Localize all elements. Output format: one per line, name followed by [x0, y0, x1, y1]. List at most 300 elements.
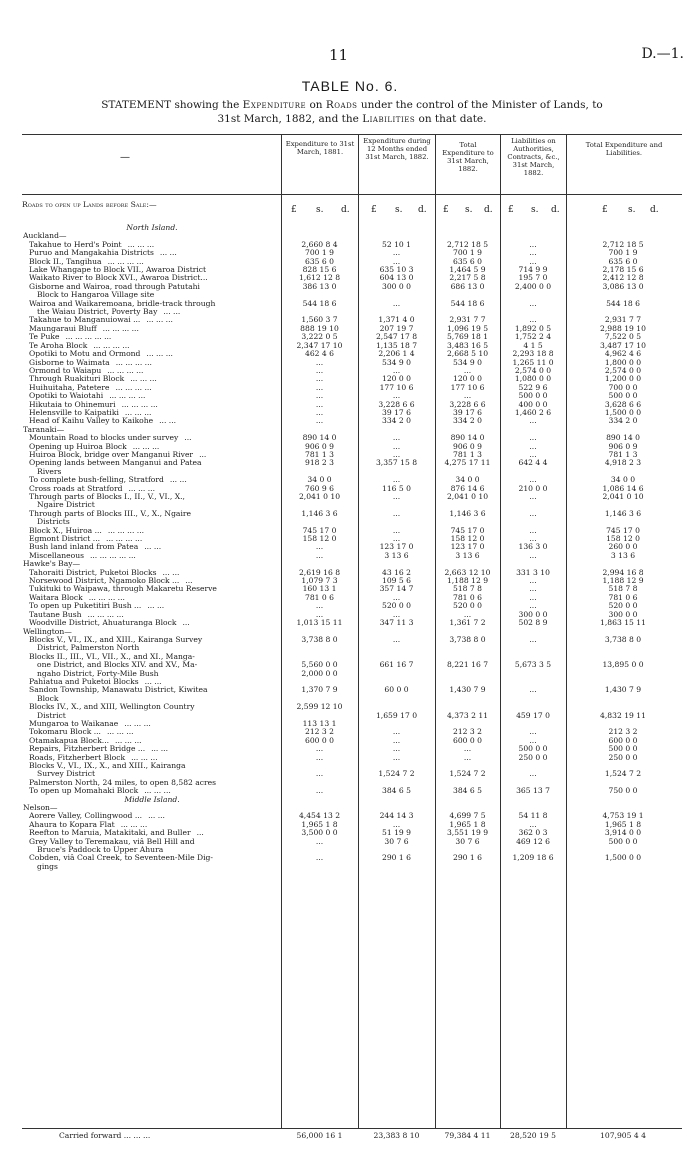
amount-cell: 4,832 19 11: [600, 711, 646, 720]
road-description: Survey District: [37, 770, 96, 779]
amount-cell: 4 1 5: [523, 341, 543, 350]
amount-cell: 781 1 3: [608, 450, 638, 459]
road-description: Waikato River to Block XVI., Awaroa District...: [29, 274, 208, 283]
amount-cell: 290 1 6: [453, 854, 482, 863]
table-row: [23, 485, 680, 493]
amount-cell: 2,041 0 10: [446, 493, 489, 501]
road-description: Hikutaia to Ohinemuri ... ... ... ...: [29, 400, 158, 409]
table-row: [23, 283, 680, 291]
amount-cell: 534 9 0: [453, 358, 482, 367]
amount-cell: ...: [315, 358, 324, 367]
road-description: Maungaraui Bluff ... ... ... ...: [29, 324, 139, 333]
amount-cell: 250 0 0: [518, 753, 548, 762]
amount-cell: 7,522 0 5: [604, 333, 642, 342]
amount-cell: 781 1 3: [453, 450, 482, 459]
amount-cell: 1,086 14 6: [602, 484, 644, 493]
amount-cell: 1,370 7 9: [301, 686, 338, 695]
amount-cell: 518 7 8: [453, 585, 482, 594]
amount-cell: 781 0 6: [453, 593, 482, 602]
table-row: [23, 846, 680, 854]
amount-cell: [566, 720, 680, 728]
table-row: [23, 224, 680, 232]
amount-cell: 745 17 0: [450, 526, 485, 535]
amount-cell: [281, 678, 358, 686]
amount-cell: 2,206 1 4: [378, 350, 415, 359]
table-row: [23, 401, 680, 409]
table-row: [23, 392, 680, 400]
amount-cell: ...: [529, 577, 537, 586]
amount-cell: 502 8 9: [518, 619, 548, 628]
amount-cell: [500, 644, 566, 652]
document-reference: D.—1.: [641, 46, 684, 62]
table-row: [23, 611, 680, 619]
amount-cell: 906 0 9: [305, 442, 334, 451]
road-description: Cobden, viâ Coal Creek, to Seventeen-Mile Dig-: [29, 854, 213, 863]
road-description: Blocks V., VI., IX., X., and XIII., Kairanga: [29, 762, 186, 770]
amount-cell: 3 13 6: [384, 551, 409, 560]
table-row: [23, 812, 680, 820]
amount-cell: [358, 720, 435, 728]
road-description: Sandon Township, Manawatu District, Kiwitea: [29, 686, 208, 695]
footer-rule: [22, 1128, 682, 1129]
amount-cell: 331 3 10: [516, 568, 550, 577]
amount-cell: [566, 762, 680, 770]
amount-cell: ...: [392, 476, 401, 485]
amount-cell: 1,800 0 0: [604, 358, 642, 367]
amount-cell: [435, 653, 500, 661]
road-description: Districts: [37, 518, 70, 527]
road-description: Blocks V., VI., IX., and XIII., Kairanga Survey: [29, 635, 203, 644]
amount-cell: 1,209 18 6: [512, 854, 554, 863]
amount-cell: 30 7 6: [455, 837, 480, 846]
table-row: [23, 712, 680, 720]
amount-cell: 760 9 6: [305, 484, 334, 493]
amount-cell: ...: [529, 493, 537, 501]
amount-cell: [358, 703, 435, 711]
amount-cell: ...: [392, 593, 401, 602]
amount-cell: [500, 653, 566, 661]
table-row: [23, 375, 680, 383]
road-description: Reefton to Maruia, Matakitaki, and Buller ...: [29, 829, 204, 838]
amount-cell: ...: [529, 434, 537, 443]
amount-cell: 500 0 0: [608, 837, 638, 846]
amount-cell: 1,080 0 0: [514, 375, 552, 384]
amount-cell: ...: [392, 366, 401, 375]
amount-cell: [358, 653, 435, 661]
amount-cell: 116 5 0: [382, 484, 411, 493]
amount-cell: 250 0 0: [608, 753, 638, 762]
amount-cell: 2,217 5 8: [449, 274, 486, 283]
table-row: [23, 291, 680, 299]
amount-cell: ...: [529, 686, 537, 695]
road-description: Gisborne to Waimata ... ... ... ...: [29, 358, 152, 367]
amount-cell: 120 0 0: [382, 375, 411, 384]
amount-cell: 334 2 0: [453, 417, 482, 426]
table-row: [23, 770, 680, 778]
amount-cell: 244 14 3: [379, 812, 414, 821]
table-row: [23, 342, 680, 350]
amount-cell: 2,178 15 6: [602, 266, 644, 275]
table-row: [23, 737, 680, 745]
amount-cell: [281, 846, 358, 854]
amount-cell: [435, 308, 500, 316]
amount-cell: 13,895 0 0: [602, 661, 644, 670]
table-row: [23, 619, 680, 627]
road-description: To open up Puketitiri Bush ... ... ...: [29, 602, 165, 611]
amount-cell: 1,146 3 6: [604, 509, 642, 518]
amount-cell: 2,619 16 8: [298, 568, 341, 577]
table-row: [23, 527, 680, 535]
amount-cell: [566, 291, 680, 299]
table-row: [23, 787, 680, 795]
amount-cell: 136 3 0: [518, 543, 548, 552]
amount-cell: [281, 644, 358, 652]
amount-cell: 745 17 0: [606, 526, 640, 535]
road-description: Gisborne and Wairoa, road through Patutahi: [29, 282, 200, 291]
amount-cell: [358, 695, 435, 703]
amount-cell: 781 0 6: [608, 593, 638, 602]
amount-cell: 158 12 0: [606, 535, 640, 544]
amount-cell: 1,965 1 8: [301, 820, 338, 829]
amount-cell: [500, 703, 566, 711]
table-title: TABLE No. 6.: [301, 78, 399, 94]
amount-cell: 1,200 0 0: [604, 375, 642, 384]
amount-cell: [435, 518, 500, 526]
amount-cell: ...: [392, 820, 401, 829]
road-description: Block II., Tangihua ... ... ... ...: [29, 257, 144, 266]
district-group-label: Taranaki—: [23, 425, 65, 434]
amount-cell: ...: [529, 728, 537, 737]
amount-cell: 2,293 18 8: [512, 350, 554, 359]
amount-cell: 177 10 6: [379, 383, 414, 392]
amount-cell: 4,699 7 5: [449, 812, 486, 821]
amount-cell: 459 17 0: [516, 711, 550, 720]
road-description: Blocks II., III., VI., VII., X., and XI., Manga-: [29, 652, 195, 661]
amount-cell: 890 14 0: [606, 434, 640, 443]
road-description: Ngaire District: [37, 501, 95, 510]
amount-cell: ...: [529, 585, 537, 594]
amount-cell: 1,464 5 9: [449, 266, 486, 275]
amount-cell: 4,753 19 1: [602, 812, 644, 821]
amount-cell: ...: [392, 610, 401, 619]
road-description: Bush land inland from Patea ... ...: [29, 543, 162, 552]
amount-cell: [566, 468, 680, 476]
amount-cell: 1,965 1 8: [604, 820, 642, 829]
amount-cell: ...: [392, 526, 401, 535]
amount-cell: [566, 863, 680, 871]
amount-cell: ...: [463, 745, 472, 754]
amount-cell: 2,988 19 10: [600, 324, 646, 333]
table-row: [23, 241, 680, 249]
amount-cell: 1,188 12 9: [602, 577, 644, 586]
amount-cell: 544 18 6: [606, 299, 640, 308]
table-row: [23, 476, 680, 484]
amount-cell: ...: [392, 745, 401, 754]
road-description: Huiroa Block, bridge over Manganui River ...: [29, 450, 207, 459]
column-header-liabilities: Liabilities on Authorities, Contracts, &c., 31st March, 1882.: [507, 137, 560, 177]
road-description: To complete bush-felling, Stratford ... ...: [29, 476, 187, 485]
table-row: [23, 829, 680, 837]
table-row: [23, 266, 680, 274]
amount-cell: 3,551 19 9: [446, 829, 489, 838]
amount-cell: 534 9 0: [382, 358, 411, 367]
table-row: [23, 854, 680, 862]
amount-cell: 876 14 6: [450, 484, 485, 493]
table-row: [23, 653, 680, 661]
road-description: Te Aroha Block ... ... ... ...: [29, 341, 130, 350]
amount-cell: ...: [529, 820, 537, 829]
amount-cell: 1,500 0 0: [604, 408, 642, 417]
road-description: Palmerston North, 24 miles, to open 8,582 acres: [29, 778, 217, 787]
table-row: [23, 493, 680, 501]
district-group-label: Wellington—: [23, 627, 72, 636]
amount-cell: 52 10 1: [382, 240, 411, 249]
amount-cell: 3,628 6 6: [604, 400, 642, 409]
amount-cell: 109 5 6: [382, 577, 411, 586]
table-row: [23, 585, 680, 593]
amount-cell: 700 0 0: [608, 383, 638, 392]
amount-cell: [566, 846, 680, 854]
amount-cell: [281, 695, 358, 703]
amount-cell: 1,135 18 7: [375, 341, 418, 350]
amount-cell: [281, 779, 358, 787]
amount-cell: 39 17 6: [453, 408, 482, 417]
amount-cell: 906 0 9: [608, 442, 638, 451]
carried-forward-value: 56,000 16 1: [296, 1132, 343, 1140]
table-row: [23, 779, 680, 787]
table-row: [23, 863, 680, 871]
table-row: [23, 232, 680, 240]
table-row: [23, 796, 680, 804]
amount-cell: 2,712 18 5: [602, 240, 644, 249]
amount-cell: 520 0 0: [453, 602, 482, 611]
road-description: Puruo and Mangakahia Districts ... ...: [29, 249, 177, 258]
amount-cell: [435, 703, 500, 711]
amount-cell: 635 6 0: [608, 257, 638, 266]
amount-cell: [500, 720, 566, 728]
amount-cell: 300 0 0: [382, 282, 411, 291]
amount-cell: 635 6 0: [453, 257, 482, 266]
amount-cell: 400 0 0: [518, 400, 548, 409]
amount-cell: 260 0 0: [608, 543, 638, 552]
table-row: [23, 300, 680, 308]
amount-cell: 2,599 12 10: [296, 703, 343, 712]
table-row: [23, 560, 680, 568]
amount-cell: ...: [315, 787, 324, 796]
amount-cell: 500 0 0: [608, 745, 638, 754]
table-row: [23, 728, 680, 736]
road-description: Head of Kaihu Valley to Kaikohe ... ...: [29, 417, 177, 426]
amount-cell: ...: [315, 408, 324, 417]
amount-cell: [281, 518, 358, 526]
road-description: Block to Hangaroa Village site: [37, 291, 155, 300]
amount-cell: 661 16 7: [379, 661, 414, 670]
amount-cell: 1,460 2 6: [514, 408, 552, 417]
amount-cell: [566, 703, 680, 711]
amount-cell: 1,430 7 9: [449, 686, 486, 695]
amount-cell: 3,228 6 6: [449, 400, 486, 409]
region-subheading: Middle Island.: [124, 795, 180, 804]
table-row: [23, 535, 680, 543]
road-description: Tautane Bush ... ... ... ...: [29, 610, 124, 619]
table-row: [23, 821, 680, 829]
road-description: Opotiki to Motu and Ormond ... ... ...: [29, 350, 173, 359]
amount-cell: 2,663 12 10: [444, 568, 491, 577]
table-row: [23, 720, 680, 728]
amount-cell: 906 0 9: [453, 442, 482, 451]
amount-cell: [500, 779, 566, 787]
road-description: Lake Whangape to Block VII., Awaroa District: [29, 266, 207, 275]
table-row: [23, 569, 680, 577]
carried-forward-label: Carried forward ... ... ...: [59, 1132, 151, 1140]
amount-cell: [500, 670, 566, 678]
table-row: [23, 316, 680, 324]
amount-cell: [358, 670, 435, 678]
table-row: [23, 274, 680, 282]
header-bottom-rule: [22, 194, 682, 195]
amount-cell: [566, 501, 680, 509]
amount-cell: 500 0 0: [608, 392, 638, 401]
amount-cell: ...: [315, 854, 324, 863]
amount-cell: ...: [392, 493, 401, 501]
amount-cell: 635 6 0: [305, 257, 334, 266]
expenditure-table: [23, 224, 680, 871]
amount-cell: [500, 846, 566, 854]
road-description: Ahaura to Kopara Flat ... ... ...: [29, 820, 148, 829]
amount-cell: 120 0 0: [453, 375, 482, 384]
amount-cell: [566, 308, 680, 316]
amount-cell: 642 4 4: [518, 459, 548, 468]
amount-cell: 3,738 8 0: [604, 635, 642, 644]
amount-cell: 384 6 5: [453, 787, 482, 796]
table-row: [23, 249, 680, 257]
amount-cell: 8,221 16 7: [446, 661, 489, 670]
amount-cell: [281, 468, 358, 476]
road-description: Grey Valley to Teremakau, viâ Bell Hill and: [29, 837, 195, 846]
amount-cell: 600 0 0: [608, 736, 638, 745]
page-number: 11: [329, 46, 349, 64]
amount-cell: 1,500 0 0: [604, 854, 642, 863]
table-row: [23, 695, 680, 703]
road-description: District, Palmerston North: [37, 644, 140, 653]
road-description: Ormond to Waiapu ... ... ... ...: [29, 366, 144, 375]
table-row: [23, 308, 680, 316]
amount-cell: 357 14 7: [379, 585, 414, 594]
amount-cell: 158 12 0: [450, 535, 485, 544]
road-description: Through parts of Blocks III., V., X., Ngaire: [29, 509, 192, 518]
table-row: [23, 686, 680, 694]
amount-cell: ...: [315, 770, 324, 779]
road-description: Through parts of Blocks I., II., V., VI., X.,: [29, 493, 185, 501]
district-group-label: Hawke's Bay—: [23, 560, 81, 569]
road-description: Te Puke ... ... ... ... ...: [29, 333, 112, 342]
amount-cell: ...: [315, 417, 324, 426]
amount-cell: 500 0 0: [518, 745, 548, 754]
road-description: Waitara Block ... ... ... ...: [29, 593, 125, 602]
road-description: Takahue to Manganuiowai ... ... ... ...: [29, 316, 173, 325]
road-description: Bruce's Paddock to Upper Ahura: [37, 846, 164, 855]
amount-cell: ...: [392, 299, 401, 308]
amount-cell: ...: [392, 753, 401, 762]
amount-cell: 34 0 0: [455, 476, 480, 485]
amount-cell: 4,454 13 2: [298, 812, 341, 821]
amount-cell: 600 0 0: [305, 736, 334, 745]
amount-cell: [500, 863, 566, 871]
amount-cell: 700 1 9: [453, 249, 482, 258]
amount-cell: [281, 863, 358, 871]
amount-cell: 714 9 9: [518, 266, 548, 275]
amount-cell: 604 13 0: [379, 274, 414, 283]
table-row: [23, 359, 680, 367]
table-row: [23, 367, 680, 375]
amount-cell: 51 19 9: [382, 829, 411, 838]
amount-cell: 2,931 7 7: [449, 316, 486, 325]
amount-cell: 2,660 8 4: [301, 240, 338, 249]
amount-cell: 888 19 10: [300, 324, 339, 333]
amount-cell: [358, 863, 435, 871]
amount-cell: 5,673 3 5: [514, 661, 552, 670]
amount-cell: 4,918 2 3: [604, 459, 642, 468]
amount-cell: 2,994 16 8: [602, 568, 644, 577]
amount-cell: ...: [392, 509, 401, 518]
amount-cell: 1,079 7 3: [301, 577, 338, 586]
amount-cell: 3,738 8 0: [301, 635, 338, 644]
amount-cell: [500, 468, 566, 476]
amount-cell: ...: [315, 610, 324, 619]
description-column-header: —: [120, 152, 130, 163]
amount-cell: ...: [315, 753, 324, 762]
amount-cell: 3 13 6: [455, 551, 480, 560]
table-row: [23, 577, 680, 585]
road-description: Opening up Huiroa Block ... ... ...: [29, 442, 160, 451]
amount-cell: 518 7 8: [608, 585, 638, 594]
table-row: [23, 678, 680, 686]
amount-cell: 2,574 0 0: [514, 366, 552, 375]
amount-cell: 347 11 3: [379, 619, 414, 628]
amount-cell: 113 13 1: [302, 719, 337, 728]
section-heading: Roads to open up Lands before Sale:—: [22, 200, 157, 209]
amount-cell: [500, 308, 566, 316]
amount-cell: 1,430 7 9: [604, 686, 642, 695]
amount-cell: 1,096 19 5: [446, 324, 489, 333]
statement-caption: STATEMENT showing the Expenditure on Roads under the control of the Minister of Lands, to 31st March, 1882, and the Liabilities on that date.: [101, 99, 603, 125]
road-description: Otamakapua Block... ... ... ...: [29, 736, 142, 745]
amount-cell: 635 10 3: [379, 266, 414, 275]
amount-cell: [566, 518, 680, 526]
amount-cell: 700 1 9: [608, 249, 638, 258]
amount-cell: ...: [529, 526, 537, 535]
amount-cell: ...: [392, 736, 401, 745]
amount-cell: 918 2 3: [305, 459, 334, 468]
amount-cell: 890 14 0: [450, 434, 485, 443]
amount-cell: 210 0 0: [518, 484, 548, 493]
amount-cell: 212 3 2: [608, 728, 638, 737]
road-description: gings: [37, 862, 58, 871]
table-row: [23, 443, 680, 451]
amount-cell: ...: [529, 316, 537, 325]
table-row: [23, 518, 680, 526]
amount-cell: [500, 291, 566, 299]
table-row: [23, 543, 680, 551]
table-row: [23, 644, 680, 652]
road-description: Block X., Huiroa ... ... ... ... ...: [29, 526, 145, 535]
amount-cell: 3,500 0 0: [301, 829, 338, 838]
amount-cell: 1,965 1 8: [449, 820, 486, 829]
road-description: Miscellaneous ... ... ... ... ...: [29, 551, 136, 560]
road-description: Tukituki to Waipawa, through Makaretu Reserve: [29, 585, 217, 594]
amount-cell: ...: [529, 635, 537, 644]
road-description: Woodville District, Ahuaturanga Block ...: [29, 619, 190, 628]
